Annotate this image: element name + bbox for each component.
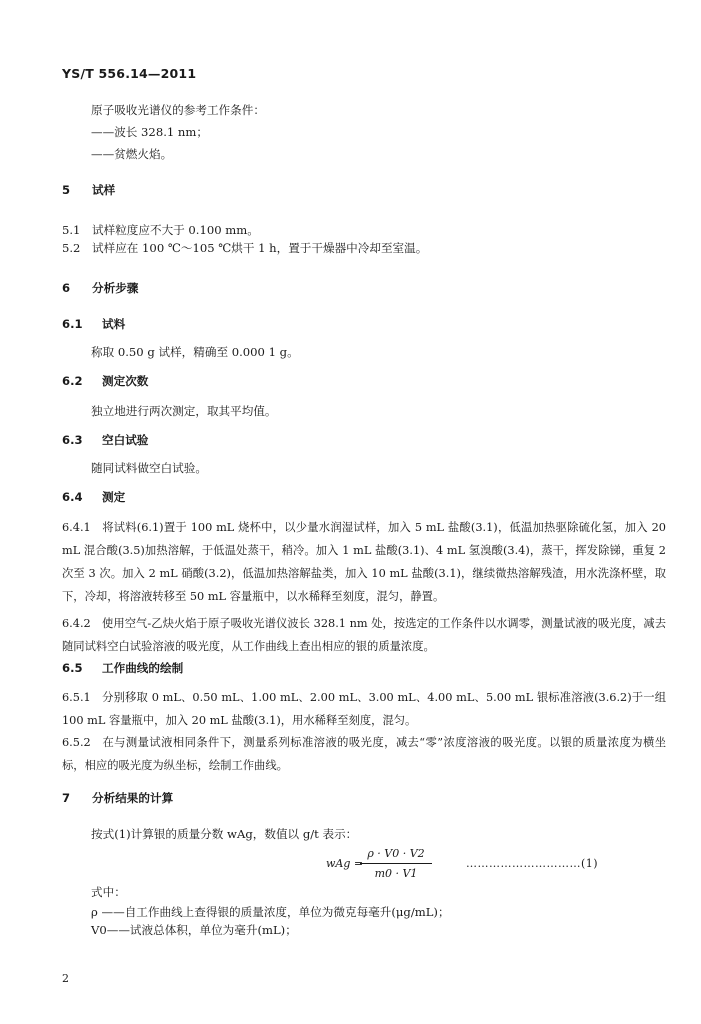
equation-number: …………………………(1) [466,857,599,870]
clause-6-4-1 [62,516,666,608]
intro-line-1: 原子吸收光谱仪的参考工作条件： [91,103,265,117]
clause-title: 测定 [102,490,126,504]
page-number: 2 [62,972,69,985]
clause-title: 工作曲线的绘制 [102,661,184,675]
clause-5-1 [62,222,259,238]
clause-6-5-heading [62,660,183,676]
section-6-heading [62,280,138,296]
clause-number: 6.5.1 [62,691,91,704]
formula-lhs: wAg = [326,857,364,870]
section-number: 7 [62,791,71,805]
formula-denominator: m0 · V1 [374,867,418,880]
clause-5-2 [62,240,427,256]
clause-title: 测定次数 [102,374,149,388]
clause-text: 分别移取 0 mL、0.50 mL、1.00 mL、2.00 mL、3.00 mL、4.00 mL、5.00 mL 银标准溶液(3.6.2)于一组 100 mL 容量瓶中，加入 20 mL 盐酸(3.1)，用水稀释至刻度，混匀。 [62,691,666,727]
section-number: 6 [62,281,71,295]
section-title: 分析步骤 [92,281,139,295]
clause-text: 将试料(6.1)置于 100 mL 烧杯中，以少量水润湿试样，加入 5 mL 盐酸(3.1)，低温加热驱除硫化氢，加入 20 mL 混合酸(3.5)加热溶解，于低温处蒸干，稍冷。加入 1 mL 盐酸(3.1)、4 mL 氢溴酸(3.4)，蒸干，挥发除锑，重复 2 次至 3 次。加入 2 mL 硝酸(3.2)，低温加热溶解盐类，加入 10 mL 盐酸(3.1)，继续微热溶解残渣，用水洗涤杯壁，取下，冷却，将溶液转移至 50 mL 容量瓶中，以水稀释至刻度，混匀，静置。 [62,521,666,603]
intro-line-2: ——波长 328.1 nm； [91,125,208,139]
formula-numerator: ρ · V0 · V2 [367,847,425,860]
clause-6-4-heading [62,489,125,505]
clause-6-1-heading [62,316,125,332]
clause-title: 空白试验 [102,433,149,447]
section-7-heading [62,790,173,806]
clause-number: 6.5 [62,661,83,675]
clause-6-1-text: 称取 0.50 g 试样，精确至 0.000 1 g。 [91,345,299,359]
where-label: 式中： [91,885,126,899]
clause-number: 6.1 [62,317,83,331]
clause-text: 试样粒度应不大于 0.100 mm。 [92,223,259,237]
section-number: 5 [62,183,71,197]
standard-number: YS/T 556.14—2011 [62,66,197,81]
clause-title: 试料 [102,317,126,331]
clause-text: 试样应在 100 ℃～105 ℃烘干 1 h，置于干燥器中冷却至室温。 [92,241,428,255]
clause-number: 6.4.1 [62,521,91,534]
clause-number: 6.4.2 [62,617,91,630]
calc-intro: 按式(1)计算银的质量分数 wAg，数值以 g/t 表示： [91,827,358,841]
clause-number: 6.5.2 [62,736,91,749]
section-title: 试样 [92,183,116,197]
clause-number: 5.2 [62,241,81,255]
clause-number: 6.2 [62,374,83,388]
section-title: 分析结果的计算 [92,791,174,805]
clause-6-5-2 [62,731,666,777]
clause-6-3-heading [62,432,148,448]
definition-v0: V0——试液总体积，单位为毫升(mL)； [91,923,297,937]
clause-6-3-text: 随同试料做空白试验。 [91,461,207,475]
intro-line-3: ——贫燃火焰。 [91,147,173,161]
clause-text: 在与测量试液相同条件下，测量系列标准溶液的吸光度，减去“零”浓度溶液的吸光度。以银的质量浓度为横坐标，相应的吸光度为纵坐标，绘制工作曲线。 [62,736,666,772]
clause-6-4-2 [62,612,666,658]
clause-number: 6.4 [62,490,83,504]
clause-6-5-1 [62,686,666,732]
clause-6-2-text: 独立地进行两次测定，取其平均值。 [91,404,277,418]
formula-1 [326,847,446,883]
definition-rho: ρ ——自工作曲线上查得银的质量浓度，单位为微克每毫升(μg/mL)； [91,905,450,919]
fraction-bar [360,863,432,864]
clause-6-2-heading [62,373,148,389]
section-5-heading [62,182,115,198]
clause-number: 6.3 [62,433,83,447]
clause-number: 5.1 [62,223,81,237]
clause-text: 使用空气-乙炔火焰于原子吸收光谱仪波长 328.1 nm 处，按选定的工作条件以水调零，测量试液的吸光度，减去随同试料空白试验溶液的吸光度，从工作曲线上查出相应的银的质量浓度。 [62,617,666,653]
